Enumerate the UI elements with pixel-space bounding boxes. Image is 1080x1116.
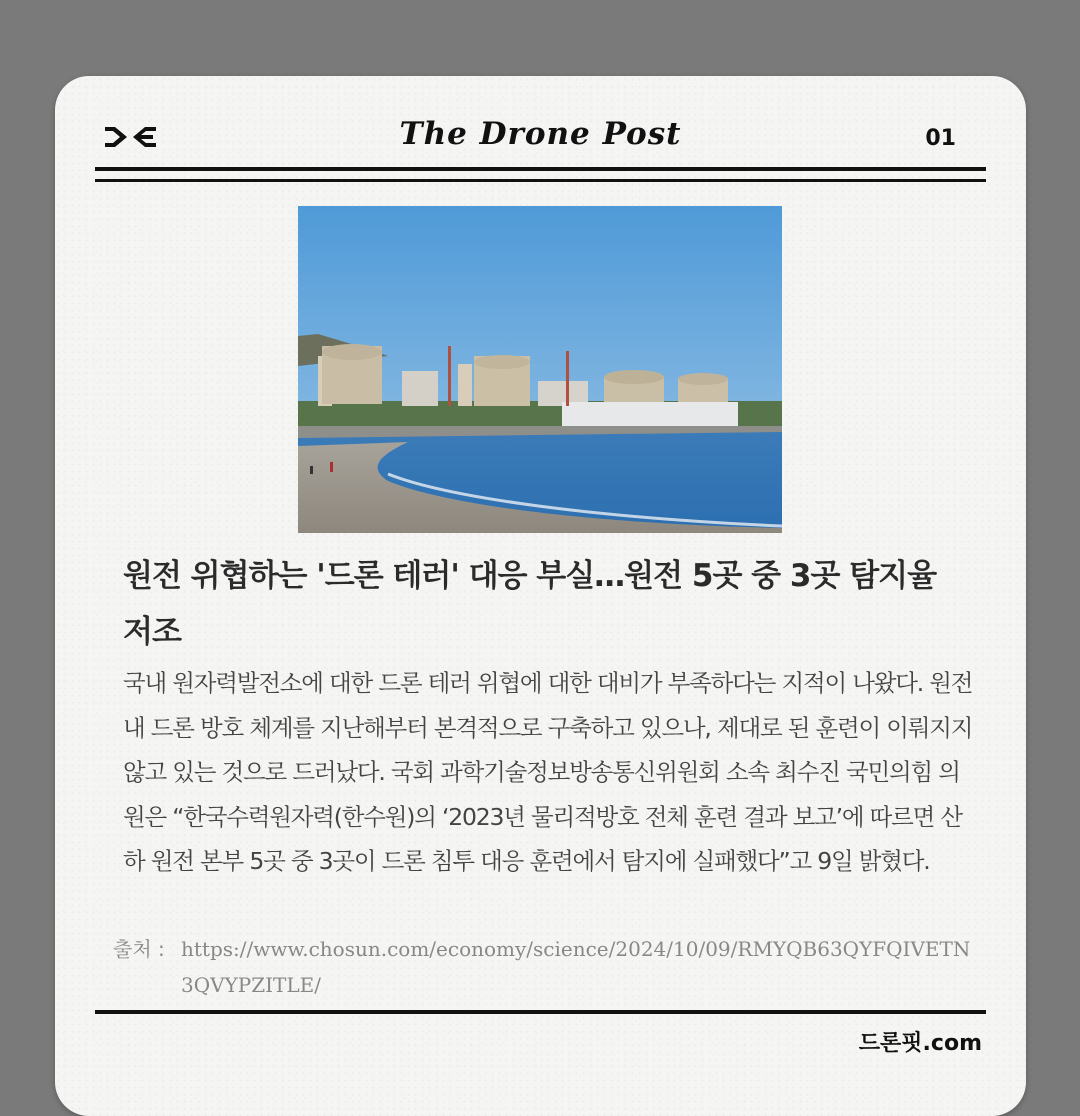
nuclear-plant-photo [298,206,782,533]
footer-divider [95,1010,986,1014]
article-body: 국내 원자력발전소에 대한 드론 테러 위협에 대한 대비가 부족하다는 지적이 나왔다. 원전 내 드론 방호 체계를 지난해부터 본격적으로 구축하고 있으나, 제대로 된 훈련이 이뤄지지 않고 있는 것으로 드러났다. 국회 과학기술정보방송통신위원회 소속 최수진 국민의힘 의원은 “한국수력원자력(한수원)의 ‘2023년 물리적방호 전체 훈련 결과 보고’에 따르면 산하 원전 본부 5곳 중 3곳이 드론 침투 대응 훈련에서 탐지에 실패했다”고 9일 밝혔다. [123,669,973,875]
page-number: 01 [925,126,956,151]
footer-brand[interactable]: 드론핏.com [858,1031,982,1056]
article-card [55,76,1026,1116]
masthead-title: The Drone Post [399,116,682,152]
header-divider [95,167,986,171]
header-divider-secondary [95,179,986,182]
article-headline: 원전 위협하는 '드론 테러' 대응 부실…원전 5곳 중 3곳 탐지율 저조 [123,558,937,650]
article-source [113,931,973,1003]
source-link[interactable]: https://www.chosun.com/economy/science/2024/10/09/RMYQB63QYFQIVETN3QVYPZITLE/ [181,937,971,997]
source-label: 출처 : [113,937,165,961]
